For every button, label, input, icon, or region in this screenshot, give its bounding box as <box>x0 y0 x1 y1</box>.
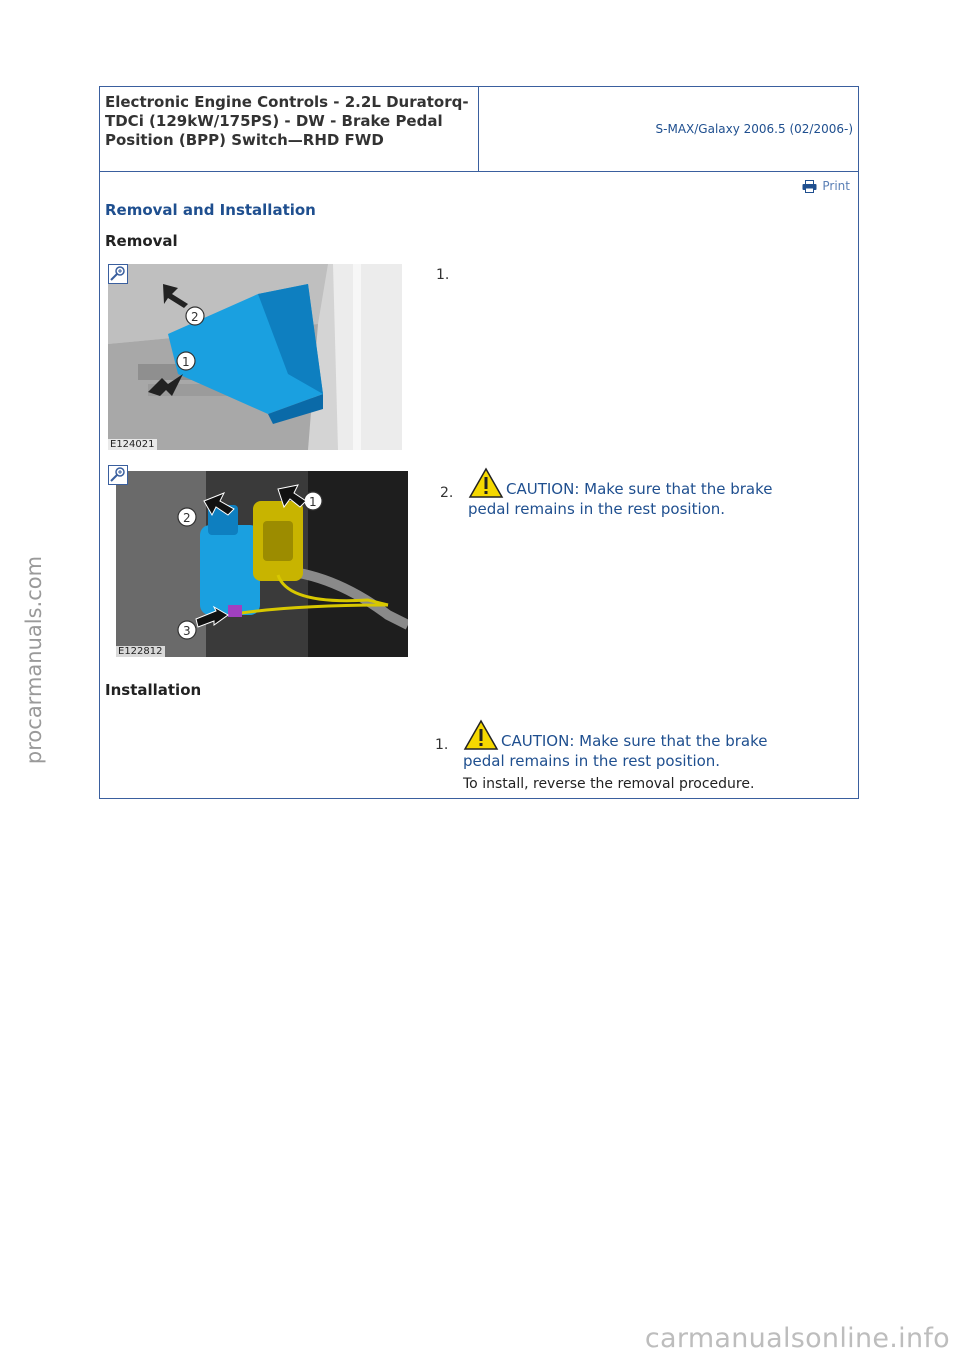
header-model-cell <box>479 87 858 171</box>
print-button[interactable] <box>802 179 850 193</box>
vehicle-model: S-MAX/Galaxy 2006.5 (02/2006-) <box>655 122 853 136</box>
printer-icon <box>802 180 817 193</box>
zoom-icon[interactable] <box>108 465 128 485</box>
installation-step-1-caution <box>463 719 803 771</box>
svg-text:2: 2 <box>183 511 191 525</box>
removal-step-2-number: 2. <box>440 485 454 501</box>
print-label: Print <box>822 179 850 193</box>
zoom-icon[interactable] <box>108 264 128 284</box>
side-watermark <box>14 0 54 1358</box>
svg-text:1: 1 <box>182 355 190 369</box>
side-watermark-text: procarmanuals.com <box>22 555 46 765</box>
removal-step-2-caution <box>468 467 808 519</box>
caution-text: CAUTION: Make sure that the brake pedal remains in the rest position. <box>468 480 773 518</box>
svg-text:2: 2 <box>191 310 199 324</box>
installation-step-1-number: 1. <box>435 737 449 753</box>
figure-removal-step-1 <box>108 264 402 450</box>
svg-text:1: 1 <box>309 495 317 509</box>
section-title: Removal and Installation <box>105 201 316 219</box>
figure-code: E124021 <box>110 439 155 450</box>
figure-code: E122812 <box>118 646 163 657</box>
installation-heading: Installation <box>105 681 202 699</box>
installation-step-1-text: To install, reverse the removal procedure. <box>463 776 755 792</box>
figure-removal-step-2 <box>108 465 408 657</box>
document-header <box>100 87 858 172</box>
removal-step-1-number: 1. <box>436 267 450 283</box>
svg-text:3: 3 <box>183 624 191 638</box>
document-frame <box>99 86 859 799</box>
dashboard-illustration <box>108 264 402 450</box>
warning-icon <box>468 467 504 499</box>
header-title-cell <box>100 87 479 171</box>
bpp-switch-illustration <box>108 465 408 657</box>
caution-text: CAUTION: Make sure that the brake pedal remains in the rest position. <box>463 732 768 770</box>
bottom-watermark: carmanualsonline.info <box>644 1323 950 1354</box>
removal-heading: Removal <box>105 232 178 250</box>
page-title: Electronic Engine Controls - 2.2L Duratorq-TDCi (129kW/175PS) - DW - Brake Pedal Position (BPP) Switch—RHD FWD <box>105 93 469 149</box>
warning-icon <box>463 719 499 751</box>
